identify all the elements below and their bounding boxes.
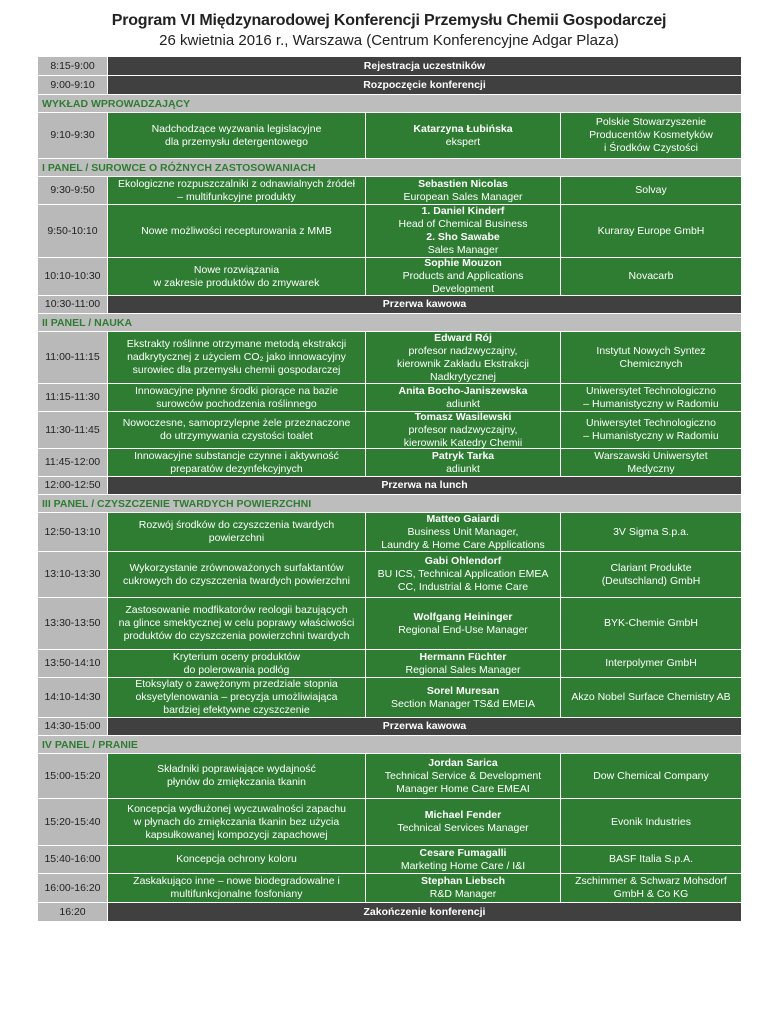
section-heading: WYKŁAD WPROWADZAJĄCY xyxy=(38,95,741,113)
speaker-title: Products and Applications xyxy=(402,270,524,282)
speaker-name: Stephan Liebsch xyxy=(420,875,505,887)
topic-cell xyxy=(108,205,366,257)
speaker-cell xyxy=(366,177,561,204)
speaker-title: adiunkt xyxy=(446,462,480,475)
topic-line: do utrzymywania czystości toalet xyxy=(160,430,313,442)
speaker-name: Tomasz Wasilewski xyxy=(414,412,512,423)
organization-line: Uniwersytet Technologiczno xyxy=(586,384,716,397)
organization-cell xyxy=(561,846,741,873)
topic-cell xyxy=(108,384,366,411)
topic-cell xyxy=(108,258,366,295)
organization-cell xyxy=(561,113,741,158)
speaker-name: Gabi Ohlendorf xyxy=(424,555,502,567)
speaker-title: Nadkrytycznej xyxy=(430,370,496,383)
speaker-name: Sebastien Nicolas xyxy=(418,177,508,190)
topic-cell xyxy=(108,754,366,798)
speaker-name: 2. Sho Sawabe xyxy=(426,231,500,243)
organization-line: Clariant Produkte xyxy=(610,561,692,574)
time-cell: 9:50-10:10 xyxy=(38,205,108,257)
time-cell: 10:10-10:30 xyxy=(38,258,108,295)
time-cell: 9:10-9:30 xyxy=(38,113,108,158)
organization-line: 3V Sigma S.p.a. xyxy=(613,525,689,538)
organization-line: Evonik Industries xyxy=(611,815,691,828)
speaker-cell xyxy=(366,513,561,551)
session-row xyxy=(38,754,741,799)
speaker-cell xyxy=(366,412,561,448)
organization-line: – Humanistyczny w Radomiu xyxy=(583,397,719,410)
time-cell: 15:00-15:20 xyxy=(38,754,108,798)
topic-line: do polerowania podłóg xyxy=(183,663,290,676)
speaker-title: Laundry & Home Care Applications xyxy=(381,538,545,551)
topic-line: – multifunkcyjne produkty xyxy=(177,190,296,203)
time-cell: 13:50-14:10 xyxy=(38,650,108,677)
time-cell: 12:00-12:50 xyxy=(38,477,108,494)
topic-line: nadkrytycznej z użyciem CO₂ jako innowacyjny xyxy=(127,351,346,363)
speaker-name: Katarzyna Łubińska xyxy=(413,122,513,135)
speaker-title: European Sales Manager xyxy=(403,190,523,203)
topic-line: kapsułkowanej kompozycji zapachowej xyxy=(145,828,328,841)
speaker-cell xyxy=(366,650,561,677)
session-row xyxy=(38,205,741,258)
organization-line: GmbH & Co KG xyxy=(613,888,689,900)
topic-cell xyxy=(108,177,366,204)
topic-line: Etoksylaty o zawężonym przedziale stopnia xyxy=(135,678,338,690)
time-cell: 11:45-12:00 xyxy=(38,449,108,476)
speaker-title: Manager Home Care EMEAI xyxy=(396,782,530,795)
organization-cell xyxy=(561,650,741,677)
organization-cell xyxy=(561,552,741,597)
speaker-name: Sorel Muresan xyxy=(426,684,500,697)
topic-line: Nadchodzące wyzwania legislacyjne xyxy=(151,122,322,135)
page-subtitle: 26 kwietnia 2016 r., Warszawa (Centrum Konferencyjne Adgar Plaza) xyxy=(159,32,619,49)
topic-line: na glince smektycznej w celu poprawy właściwości xyxy=(118,617,355,629)
speaker-cell xyxy=(366,678,561,717)
organization-line: Solvay xyxy=(635,184,667,196)
organization-cell xyxy=(561,598,741,649)
topic-cell xyxy=(108,449,366,476)
topic-cell xyxy=(108,874,366,902)
organization-cell xyxy=(561,205,741,257)
time-cell: 11:30-11:45 xyxy=(38,412,108,448)
organization-line: Zschimmer & Schwarz Mohsdorf xyxy=(575,875,727,887)
event-label: Zakończenie konferencji xyxy=(108,903,741,921)
organization-cell xyxy=(561,258,741,295)
topic-line: Ekstrakty roślinne otrzymane metodą ekstrakcji xyxy=(126,338,347,350)
topic-line: dla przemysłu detergentowego xyxy=(164,135,308,148)
speaker-title: R&D Manager xyxy=(429,888,497,900)
topic-cell xyxy=(108,332,366,383)
organization-cell xyxy=(561,384,741,411)
time-cell: 16:00-16:20 xyxy=(38,874,108,902)
time-cell: 10:30-11:00 xyxy=(38,296,108,313)
session-row xyxy=(38,384,741,412)
session-row xyxy=(38,552,741,598)
speaker-title: profesor nadzwyczajny, xyxy=(408,344,518,357)
topic-line: Innowacyjne substancje czynne i aktywność xyxy=(134,449,339,462)
speaker-cell xyxy=(366,258,561,295)
speaker-name: Jordan Sarica xyxy=(428,756,498,769)
speaker-cell xyxy=(366,846,561,873)
topic-line: bardziej efektywne czyszczenie xyxy=(163,704,310,716)
speaker-title: Technical Services Manager xyxy=(397,822,529,834)
schedule-bar-row xyxy=(38,718,741,736)
organization-line: Warszawski Uniwersytet xyxy=(594,449,708,462)
session-row xyxy=(38,449,741,477)
organization-line: Medyczny xyxy=(627,462,675,475)
organization-cell xyxy=(561,754,741,798)
topic-line: Wykorzystanie zrównoważonych surfaktantów xyxy=(129,561,344,574)
speaker-cell xyxy=(366,598,561,649)
organization-line: Kuraray Europe GmbH xyxy=(597,224,705,237)
schedule-bar-row xyxy=(38,903,741,922)
speaker-title: Technical Service & Development xyxy=(384,769,542,782)
schedule-bar-row xyxy=(38,296,741,314)
topic-cell xyxy=(108,552,366,597)
organization-line: (Deutschland) GmbH xyxy=(601,574,701,587)
topic-line: Nowe rozwiązania xyxy=(193,263,280,276)
organization-line: Uniwersytet Technologiczno xyxy=(586,417,716,429)
time-cell: 14:10-14:30 xyxy=(38,678,108,717)
time-cell: 12:50-13:10 xyxy=(38,513,108,551)
speaker-title: Sales Manager xyxy=(427,244,499,256)
organization-cell xyxy=(561,513,741,551)
speaker-cell xyxy=(366,449,561,476)
topic-line: produktów do czyszczenia powierzchni twardych xyxy=(123,630,350,642)
speaker-title: Regional End-Use Manager xyxy=(398,623,528,636)
speaker-cell xyxy=(366,552,561,597)
event-label: Rozpoczęcie konferencji xyxy=(108,76,741,94)
topic-line: multifunkcjonalne fosfoniany xyxy=(170,888,303,900)
topic-line: Składniki poprawiające wydajność xyxy=(157,763,316,775)
time-cell: 9:00-9:10 xyxy=(38,76,108,94)
topic-cell xyxy=(108,113,366,158)
topic-line: płynów do zmiękczania tkanin xyxy=(167,776,306,788)
organization-cell xyxy=(561,332,741,383)
session-row xyxy=(38,332,741,384)
organization-line: Chemicznych xyxy=(619,357,683,370)
section-heading: I PANEL / SUROWCE O RÓŻNYCH ZASTOSOWANIACH xyxy=(38,159,741,177)
organization-line: Instytut Nowych Syntez xyxy=(596,344,706,357)
speaker-title: Regional Sales Manager xyxy=(405,663,521,676)
organization-line: Akzo Nobel Surface Chemistry AB xyxy=(571,691,731,703)
topic-line: Nowoczesne, samoprzylepne żele przeznaczone xyxy=(122,417,351,429)
topic-cell xyxy=(108,799,366,845)
speaker-name: Anita Bocho-Janiszewska xyxy=(398,384,528,397)
time-cell: 14:30-15:00 xyxy=(38,718,108,735)
speaker-name: Wolfgang Heininger xyxy=(413,610,513,623)
speaker-name: Cesare Fumagalli xyxy=(419,846,507,859)
speaker-name: Hermann Füchter xyxy=(419,650,507,663)
organization-line: – Humanistyczny w Radomiu xyxy=(583,430,719,442)
speaker-cell xyxy=(366,332,561,383)
session-row xyxy=(38,412,741,449)
topic-line: preparatów dezynfekcyjnych xyxy=(170,462,303,475)
organization-cell xyxy=(561,874,741,902)
speaker-name: Sophie Mouzon xyxy=(424,258,502,269)
event-label: Rejestracja uczestników xyxy=(108,57,741,75)
organization-line: BYK-Chemie GmbH xyxy=(604,617,698,629)
session-row xyxy=(38,678,741,718)
session-row xyxy=(38,598,741,650)
speaker-title: Section Manager TS&d EMEIA xyxy=(391,697,535,710)
topic-line: cukrowych do czyszczenia twardych powierzchni xyxy=(122,574,350,587)
topic-cell xyxy=(108,846,366,873)
time-cell: 15:20-15:40 xyxy=(38,799,108,845)
organization-line: i Środków Czystości xyxy=(604,142,698,154)
topic-line: Rozwój środków do czyszczenia twardych xyxy=(138,519,335,531)
section-heading: IV PANEL / PRANIE xyxy=(38,736,741,754)
section-heading: II PANEL / NAUKA xyxy=(38,314,741,332)
session-row xyxy=(38,513,741,552)
speaker-title: BU ICS, Technical Application EMEA xyxy=(377,568,549,580)
topic-line: surowców pochodzenia roślinnego xyxy=(156,397,317,410)
topic-cell xyxy=(108,678,366,717)
speaker-name: Patryk Tarka xyxy=(431,449,495,462)
speaker-title: Business Unit Manager, xyxy=(407,525,519,538)
speaker-cell xyxy=(366,874,561,902)
event-label: Przerwa kawowa xyxy=(108,296,741,313)
session-row xyxy=(38,799,741,846)
organization-line: Polskie Stowarzyszenie xyxy=(595,116,707,128)
organization-line: BASF Italia S.p.A. xyxy=(608,853,694,865)
time-cell: 13:10-13:30 xyxy=(38,552,108,597)
session-row xyxy=(38,113,741,159)
speaker-cell xyxy=(366,754,561,798)
topic-line: Zaskakująco inne – nowe biodegradowalne i xyxy=(133,875,340,887)
schedule-bar-row xyxy=(38,477,741,495)
topic-line: Koncepcja ochrony koloru xyxy=(176,853,297,865)
speaker-title: kierownik Katedry Chemii xyxy=(403,436,523,448)
topic-line: w płynach do zmiękczania tkanin bez użycia xyxy=(133,815,340,828)
schedule-bar-row xyxy=(38,76,741,95)
organization-line: Producentów Kosmetyków xyxy=(589,129,713,141)
topic-line: powierzchni xyxy=(208,532,265,544)
topic-line: Innowacyjne płynne środki piorące na bazie xyxy=(134,384,339,397)
time-cell: 15:40-16:00 xyxy=(38,846,108,873)
topic-cell xyxy=(108,598,366,649)
speaker-cell xyxy=(366,384,561,411)
page-title: Program VI Międzynarodowej Konferencji Przemysłu Chemii Gospodarczej xyxy=(111,12,667,29)
session-row xyxy=(38,846,741,874)
organization-cell xyxy=(561,177,741,204)
organization-cell xyxy=(561,449,741,476)
speaker-cell xyxy=(366,113,561,158)
event-label: Przerwa na lunch xyxy=(108,477,741,494)
schedule-bar-row xyxy=(38,57,741,76)
organization-cell xyxy=(561,678,741,717)
speaker-cell xyxy=(366,205,561,257)
topic-line: oksyetylenowania – precyzja umożliwiająca xyxy=(135,691,338,703)
speaker-title: kierownik Zakładu Ekstrakcji xyxy=(397,357,529,370)
topic-line: Ekologiczne rozpuszczalniki z odnawialnych źródeł xyxy=(118,177,355,190)
time-cell: 9:30-9:50 xyxy=(38,177,108,204)
section-heading: III PANEL / CZYSZCZENIE TWARDYCH POWIERZCHNI xyxy=(38,495,741,513)
session-row xyxy=(38,177,741,205)
event-label: Przerwa kawowa xyxy=(108,718,741,735)
speaker-name: Edward Rój xyxy=(434,332,492,344)
topic-line: Zastosowanie modfikatorów reologii bazujących xyxy=(125,604,348,616)
organization-line: Novacarb xyxy=(628,270,674,282)
topic-cell xyxy=(108,412,366,448)
speaker-title: Development xyxy=(432,283,494,295)
time-cell: 11:00-11:15 xyxy=(38,332,108,383)
session-row xyxy=(38,258,741,296)
time-cell: 11:15-11:30 xyxy=(38,384,108,411)
topic-line: Nowe możliwości recepturowania z MMB xyxy=(141,224,332,237)
topic-line: w zakresie produktów do zmywarek xyxy=(153,276,320,289)
time-cell: 13:30-13:50 xyxy=(38,598,108,649)
topic-cell xyxy=(108,650,366,677)
time-cell: 16:20 xyxy=(38,903,108,921)
organization-cell xyxy=(561,799,741,845)
speaker-title: profesor nadzwyczajny, xyxy=(408,423,518,436)
session-row xyxy=(38,650,741,678)
session-row xyxy=(38,874,741,903)
organization-line: Interpolymer GmbH xyxy=(605,657,697,669)
speaker-cell xyxy=(366,799,561,845)
speaker-name: Michael Fender xyxy=(424,809,502,821)
topic-line: surowiec dla przemysłu chemii gospodarczej xyxy=(132,364,341,376)
topic-line: Koncepcja wydłużonej wyczuwalności zapachu xyxy=(127,802,346,815)
speaker-title: Head of Chemical Business xyxy=(398,218,528,230)
speaker-title: ekspert xyxy=(445,135,481,148)
organization-line: Dow Chemical Company xyxy=(593,769,709,782)
speaker-title: CC, Industrial & Home Care xyxy=(397,581,529,593)
time-cell: 8:15-9:00 xyxy=(38,57,108,75)
speaker-title: Marketing Home Care / I&I xyxy=(400,859,526,872)
speaker-name: 1. Daniel Kinderf xyxy=(421,205,505,217)
speaker-title: adiunkt xyxy=(446,397,480,410)
topic-line: Kryterium oceny produktów xyxy=(172,650,301,663)
organization-cell xyxy=(561,412,741,448)
topic-cell xyxy=(108,513,366,551)
speaker-name: Matteo Gaiardi xyxy=(426,513,500,525)
